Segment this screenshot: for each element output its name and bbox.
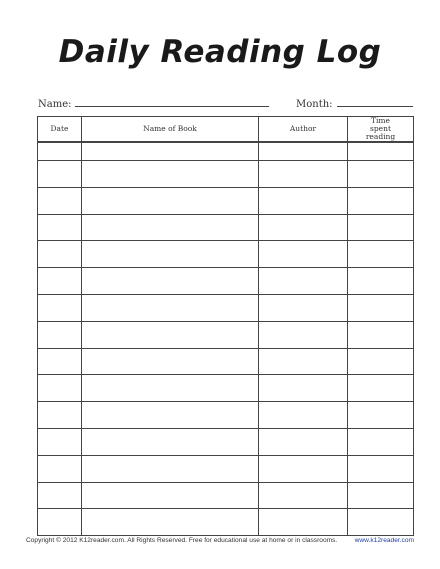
- book-cell[interactable]: [82, 268, 259, 295]
- author-cell[interactable]: [259, 187, 348, 214]
- table-row: [38, 161, 414, 188]
- table-row: [38, 509, 414, 536]
- time-cell[interactable]: [348, 161, 414, 188]
- table-row: [38, 294, 414, 321]
- date-cell[interactable]: [38, 214, 82, 241]
- book-cell[interactable]: [82, 294, 259, 321]
- copyright-text: Copyright © 2012 K12reader.com. All Rights Reserved. Free for educational use at home or in classrooms.: [26, 537, 338, 544]
- book-cell[interactable]: [82, 402, 259, 429]
- date-cell[interactable]: [38, 455, 82, 482]
- time-cell[interactable]: [348, 402, 414, 429]
- book-cell[interactable]: [82, 375, 259, 402]
- website-link[interactable]: www.k12reader.com: [354, 537, 414, 544]
- table-row: [38, 375, 414, 402]
- author-cell[interactable]: [259, 214, 348, 241]
- author-cell[interactable]: [259, 294, 348, 321]
- table-row: [38, 455, 414, 482]
- time-cell[interactable]: [348, 321, 414, 348]
- author-cell[interactable]: [259, 268, 348, 295]
- time-cell[interactable]: [348, 294, 414, 321]
- time-cell[interactable]: [348, 142, 414, 161]
- book-cell[interactable]: [82, 142, 259, 161]
- date-cell[interactable]: [38, 294, 82, 321]
- book-cell[interactable]: [82, 241, 259, 268]
- table-row: [38, 187, 414, 214]
- date-cell[interactable]: [38, 142, 82, 161]
- table-row: [38, 214, 414, 241]
- author-cell[interactable]: [259, 241, 348, 268]
- table-body: [38, 142, 414, 536]
- date-cell[interactable]: [38, 161, 82, 188]
- book-cell[interactable]: [82, 321, 259, 348]
- book-cell[interactable]: [82, 187, 259, 214]
- book-cell[interactable]: [82, 348, 259, 375]
- author-cell[interactable]: [259, 348, 348, 375]
- author-cell[interactable]: [259, 482, 348, 509]
- author-cell[interactable]: [259, 375, 348, 402]
- date-cell[interactable]: [38, 428, 82, 455]
- month-line[interactable]: [337, 97, 413, 107]
- table-row: [38, 268, 414, 295]
- date-cell[interactable]: [38, 241, 82, 268]
- book-cell[interactable]: [82, 482, 259, 509]
- time-cell[interactable]: [348, 482, 414, 509]
- date-cell[interactable]: [38, 268, 82, 295]
- author-cell[interactable]: [259, 142, 348, 161]
- reading-log-table: [37, 116, 414, 536]
- author-cell[interactable]: [259, 509, 348, 536]
- book-cell[interactable]: [82, 161, 259, 188]
- name-field: [38, 97, 269, 110]
- table-row: [38, 348, 414, 375]
- table-row: [38, 142, 414, 161]
- date-cell[interactable]: [38, 402, 82, 429]
- table-row: [38, 402, 414, 429]
- author-cell[interactable]: [259, 402, 348, 429]
- name-line[interactable]: [75, 97, 269, 107]
- date-cell[interactable]: [38, 509, 82, 536]
- author-cell[interactable]: [259, 428, 348, 455]
- header-date: Date: [38, 117, 82, 143]
- time-cell[interactable]: [348, 375, 414, 402]
- author-cell[interactable]: [259, 161, 348, 188]
- page-title: Daily Reading Log: [58, 34, 382, 70]
- book-cell[interactable]: [82, 509, 259, 536]
- time-cell[interactable]: [348, 268, 414, 295]
- book-cell[interactable]: [82, 455, 259, 482]
- date-cell[interactable]: [38, 321, 82, 348]
- time-cell[interactable]: [348, 214, 414, 241]
- author-cell[interactable]: [259, 455, 348, 482]
- time-cell[interactable]: [348, 241, 414, 268]
- time-cell[interactable]: [348, 187, 414, 214]
- table-row: [38, 241, 414, 268]
- time-cell[interactable]: [348, 455, 414, 482]
- month-label: Month:: [296, 99, 333, 110]
- date-cell[interactable]: [38, 187, 82, 214]
- table-row: [38, 482, 414, 509]
- time-cell[interactable]: [348, 428, 414, 455]
- author-cell[interactable]: [259, 321, 348, 348]
- time-cell[interactable]: [348, 509, 414, 536]
- header-time-spent: Time spent reading: [348, 117, 414, 143]
- header-name-of-book: Name of Book: [82, 117, 259, 143]
- table-row: [38, 321, 414, 348]
- book-cell[interactable]: [82, 428, 259, 455]
- time-cell[interactable]: [348, 348, 414, 375]
- table-row: [38, 428, 414, 455]
- name-label: Name:: [38, 99, 72, 110]
- book-cell[interactable]: [82, 214, 259, 241]
- header-row: [38, 117, 414, 143]
- date-cell[interactable]: [38, 348, 82, 375]
- date-cell[interactable]: [38, 482, 82, 509]
- month-field: [296, 97, 413, 110]
- header-author: Author: [259, 117, 348, 143]
- date-cell[interactable]: [38, 375, 82, 402]
